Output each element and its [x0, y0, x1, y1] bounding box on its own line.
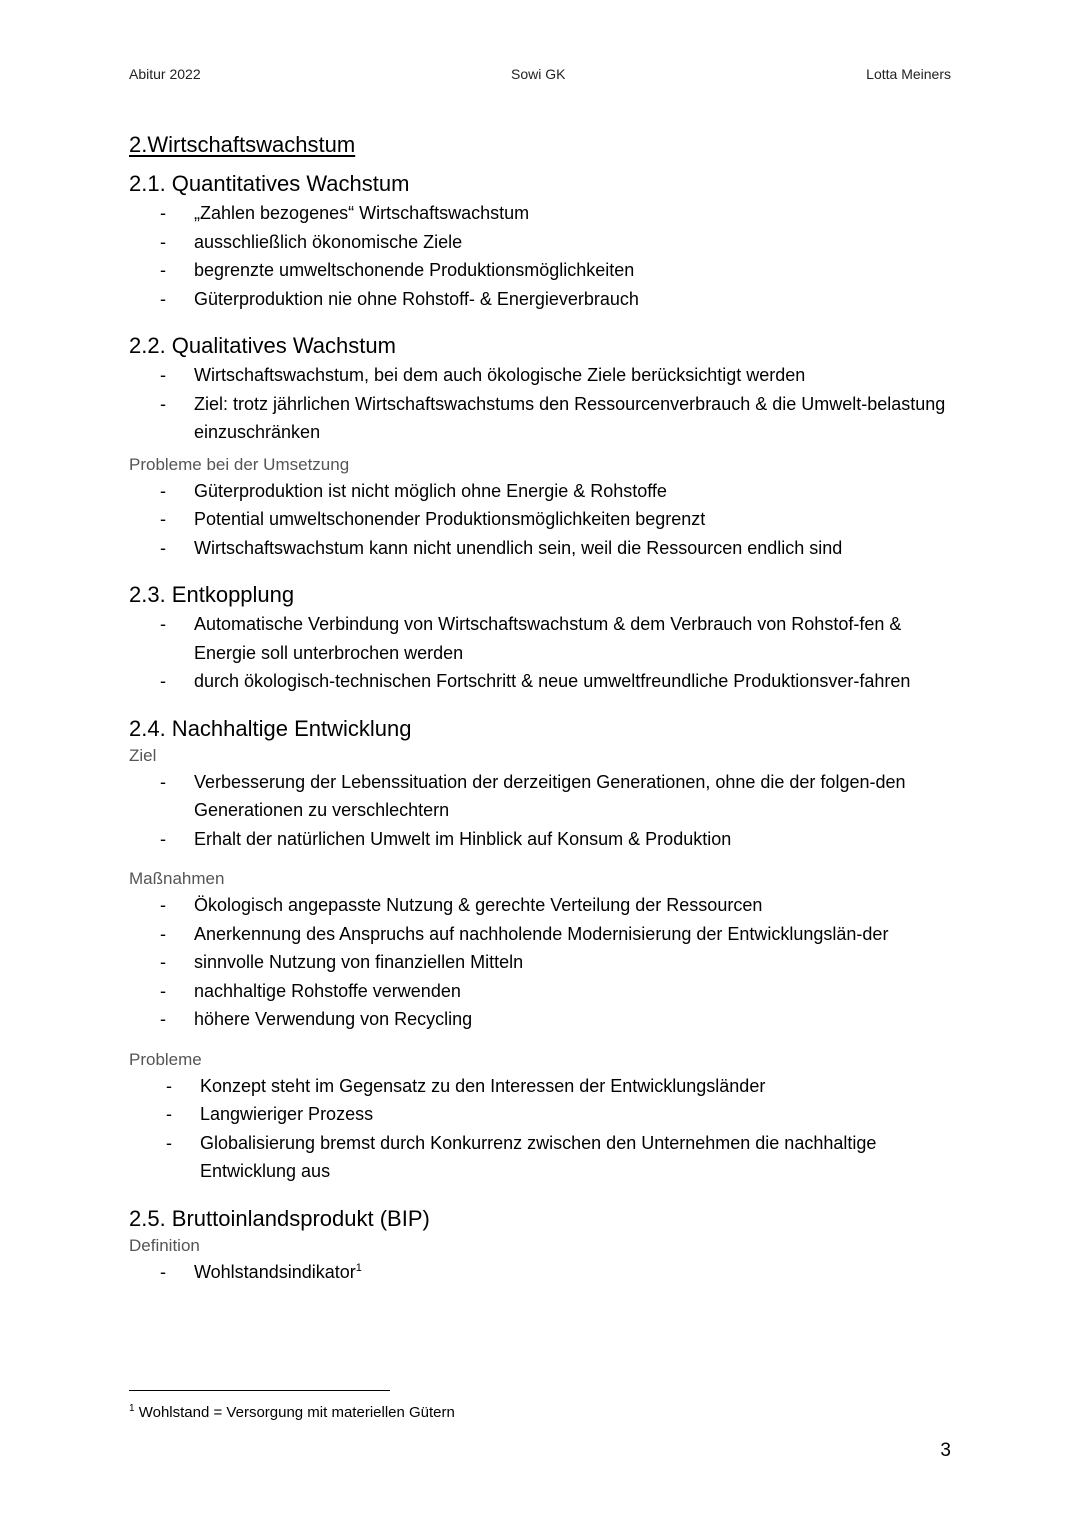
footnote-divider [129, 1390, 390, 1391]
subheading: Probleme bei der Umsetzung [129, 454, 350, 474]
list-item: - Güterproduktion ist nicht möglich ohne Energie & Rohstoffe [160, 480, 667, 501]
subheading: Probleme [129, 1049, 202, 1069]
bullet-list [129, 768, 951, 854]
section-gdp [129, 1204, 951, 1287]
bullet-list [129, 1258, 951, 1287]
subheading: Ziel [129, 745, 157, 765]
subgroup-measures [129, 867, 951, 1034]
list-item: - „Zahlen bezogenes“ Wirtschaftswachstum [160, 203, 530, 223]
list-item: - Wirtschaftswachstum kann nicht unendlich sein, weil die Ressourcen endlich sind [160, 537, 843, 558]
list-item: - Güterproduktion nie ohne Rohstoff- & Energieverbrauch [160, 288, 639, 309]
footnote-text: Wohlstand = Versorgung mit materiellen Gütern [134, 1404, 455, 1421]
subheading: Definition [129, 1235, 200, 1255]
list-item: - nachhaltige Rohstoffe verwenden [160, 980, 461, 1001]
list-item: - höhere Verwendung von Recycling [160, 1009, 473, 1029]
list-item: - Potential umweltschonender Produktionsmöglichkeiten begrenzt [160, 509, 706, 529]
bullet-list [129, 610, 951, 696]
bullet-list [129, 477, 951, 563]
list-item: - ausschließlich ökonomische Ziele [160, 231, 463, 252]
section-title: 2.2. Qualitatives Wachstum [129, 333, 396, 358]
subgroup-problems [129, 1048, 951, 1186]
subheading: Maßnahmen [129, 869, 225, 888]
footnote-mark: 1 [129, 1403, 135, 1414]
list-item: - begrenzte umweltschonende Produktionsmöglichkeiten [160, 260, 635, 280]
bullet-list [129, 361, 951, 447]
header-center: Sowi GK [511, 66, 566, 82]
bullet-list [129, 1072, 951, 1186]
bullet-list [129, 891, 951, 1034]
header-left: Abitur 2022 [129, 66, 201, 82]
section-sustainable-development [129, 714, 951, 1186]
list-item: - Ziel: trotz jährlichen Wirtschaftswachstums den Ressourcenverbrauch & die Umwelt-belastung einzuschränken [160, 393, 946, 442]
list-item: - Verbesserung der Lebenssituation der derzeitigen Generationen, ohne die der folgen-den Generationen zu verschlechtern [160, 771, 906, 820]
section-title: 2.1. Quantitatives Wachstum [129, 171, 410, 196]
page-content [129, 131, 951, 1304]
list-item: - Erhalt der natürlichen Umwelt im Hinblick auf Konsum & Produktion [160, 828, 732, 849]
list-item: - sinnvolle Nutzung von finanziellen Mitteln [160, 952, 524, 972]
footnote [129, 1403, 455, 1423]
list-item: - durch ökologisch-technischen Fortschritt & neue umweltfreundliche Produktionsver-fahren [160, 671, 911, 691]
chapter-title: 2.Wirtschaftswachstum [129, 132, 356, 157]
subgroup-problems [129, 453, 951, 563]
list-item: - Anerkennung des Anspruchs auf nachholende Modernisierung der Entwicklungslän-der [160, 923, 889, 944]
list-item: - Konzept steht im Gegensatz zu den Interessen der Entwicklungsländer [166, 1075, 766, 1096]
section-quantitative-growth [129, 169, 951, 313]
list-item: - Automatische Verbindung von Wirtschaftswachstum & dem Verbrauch von Rohstof-fen & Energie soll unterbrochen werden [160, 614, 902, 663]
bullet-list [129, 199, 951, 313]
list-item: - Ökologisch angepasste Nutzung & gerechte Verteilung der Ressourcen [160, 895, 763, 915]
page-header [129, 66, 951, 84]
section-title: 2.4. Nachhaltige Entwicklung [129, 715, 412, 741]
list-item: - Wirtschaftswachstum, bei dem auch ökologische Ziele berücksichtigt werden [160, 365, 806, 385]
list-item: - Globalisierung bremst durch Konkurrenz zwischen den Unternehmen die nachhaltige Entwicklung aus [166, 1132, 877, 1181]
section-qualitative-growth [129, 331, 951, 562]
section-title: 2.5. Bruttoinlandsprodukt (BIP) [129, 1205, 430, 1231]
section-decoupling [129, 580, 951, 696]
subgroup-goal [129, 744, 951, 854]
list-item: - Wohlstandsindikator$^1$ [160, 1261, 362, 1282]
header-right: Lotta Meiners [866, 66, 951, 82]
list-item: - Langwieriger Prozess [166, 1104, 374, 1124]
footnote-reference[interactable]: 1 [355, 1261, 362, 1274]
section-title: 2.3. Entkopplung [129, 582, 295, 607]
page-number: 3 [940, 1440, 951, 1461]
